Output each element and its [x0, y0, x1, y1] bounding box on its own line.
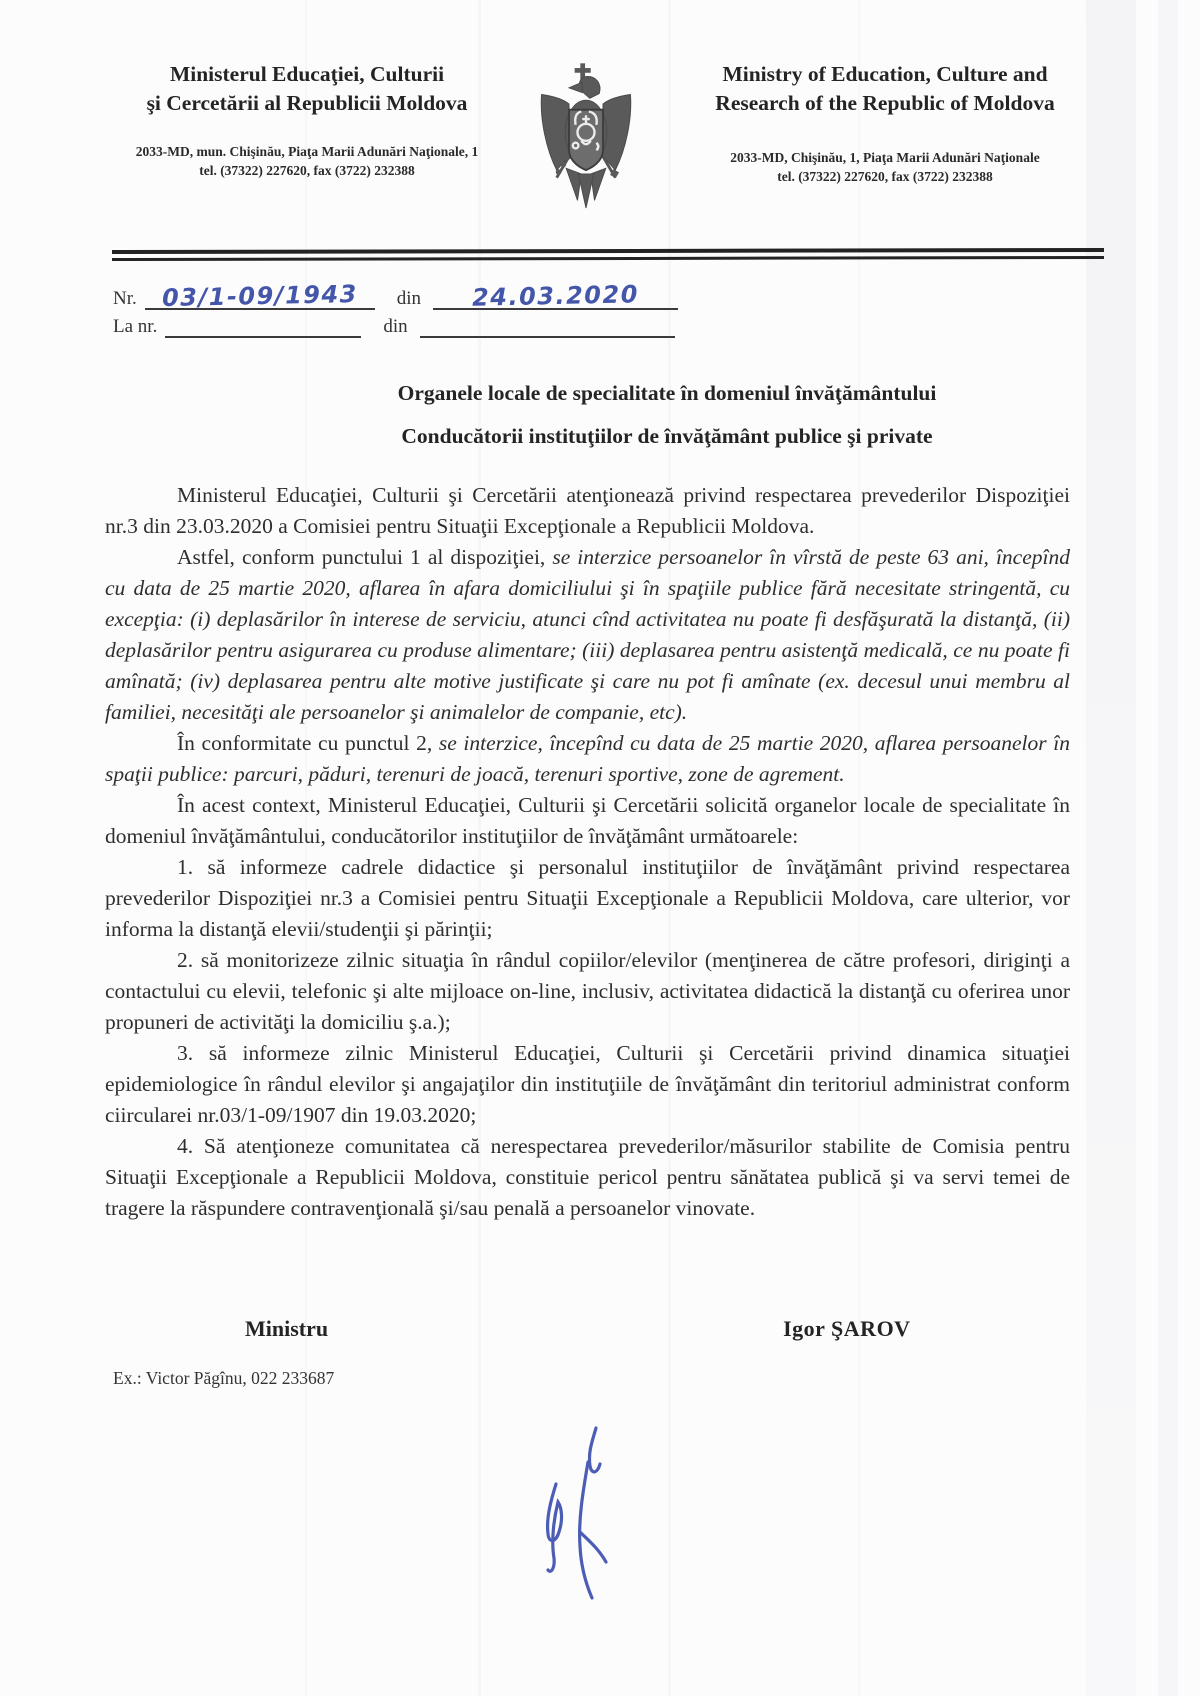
- nr-value-underline: [145, 279, 375, 313]
- org-name-en-line2: Research of the Republic of Moldova: [715, 91, 1055, 115]
- list-item-1: 1. să informeze cadrele didactice şi personalul instituţiilor de învăţământ privind respectarea prevederilor Dispoziţiei nr.3 a Comisiei pentru Situaţii Excepţionale a Republicii Moldova, care ulterior, vor informa la distanţă elevii/studenţii şi părinţii;: [105, 855, 1070, 941]
- reference-block: [113, 276, 1200, 338]
- org-address-ro-line2: tel. (37322) 227620, fax (3722) 232388: [199, 163, 415, 178]
- moldova-coat-of-arms-icon: [534, 62, 638, 219]
- din-value-underline: [433, 280, 678, 310]
- la-nr-empty-underline: [165, 336, 361, 338]
- recipient-line-2: Conducătorii instituţiilor de învăţământ publice şi private: [401, 424, 933, 448]
- paragraph-point1-quote: se interzice persoanelor în vîrstă de peste 63 ani, începînd cu data de 25 martie 2020, aflarea în afara domiciliului şi în spaţiile publice fără necesitate stringentă, cu excepţia: (i) deplasărilor în interese de serviciu, atunci cînd activitatea nu poate fi desfăşurată la distanţă, (ii) deplasărilor pentru asigurarea cu produse alimentare; (iii) deplasarea pentru asistenţă medicală, ce nu poate fi amînată; (iv) deplasarea pentru alte motive justificate şi care nu pot fi amînate (ex. decesul unui membru al familiei, necesităţi ale persoanelor şi animalelor de companie, etc).: [105, 545, 1070, 724]
- handwritten-signature: [518, 1422, 628, 1607]
- letterhead-divider: [112, 248, 1104, 261]
- letter-body: [105, 480, 1070, 1224]
- scan-streak: [1158, 0, 1178, 1696]
- org-name-ro-line1: Ministerul Educaţiei, Culturii: [169, 62, 445, 86]
- paragraph-point2-quote: se interzice, începînd cu data de 25 martie 2020, aflarea persoanelor în spaţii publice: parcuri, păduri, terenuri de joacă, terenuri sportive, zone de agrement.: [105, 731, 1070, 786]
- paragraph-intro: Ministerul Educaţiei, Culturii şi Cercetării atenţionează privind respectarea prevederilor Dispoziţiei nr.3 din 23.03.2020 a Comisiei pentru Situaţii Excepţionale a Republicii Moldova.: [105, 483, 1070, 538]
- signer-title: Ministru: [245, 1316, 329, 1341]
- recipient-line-1: Organele locale de specialitate în domeniul învăţământului: [397, 381, 937, 405]
- paragraph-context: În acest context, Ministerul Educaţiei, Culturii şi Cercetării solicită organelor locale de specialitate în domeniul învăţământului, conducătorilor instituţiilor de învăţământ următoarele:: [105, 793, 1070, 848]
- org-address-ro-line1: 2033-MD, mun. Chişinău, Piaţa Marii Adunări Naţionale, 1: [135, 144, 479, 159]
- din-label: din: [396, 288, 422, 309]
- org-name-ro-line2: şi Cercetării al Republicii Moldova: [146, 91, 468, 115]
- ministry-name-romanian: [112, 60, 502, 180]
- letterhead: [112, 60, 1100, 219]
- list-item-3: 3. să informeze zilnic Ministerul Educaţiei, Culturii şi Cercetării privind dinamica situaţiei epidemiologice în rândul elevilor şi angajaţilor din instituţiile de învăţământ din teritoriul administrat conform ciircularei nr.03/1-09/1907 din 19.03.2020;: [105, 1041, 1070, 1127]
- ministry-name-english: [670, 60, 1100, 186]
- handwritten-date: 24.03.2020: [471, 280, 640, 312]
- paragraph-point1-lead: Astfel, conform punctului 1 al dispoziţiei,: [177, 545, 553, 569]
- paragraph-point1: [105, 542, 1070, 728]
- signature-row: [0, 1316, 1200, 1342]
- executor-note: Ex.: Victor Păgînu, 022 233687: [113, 1368, 335, 1388]
- din-empty-underline: [420, 336, 675, 338]
- paragraph-point2-lead: În conformitate cu punctul 2,: [177, 731, 439, 755]
- handwritten-doc-number: 03/1-09/1943: [161, 279, 358, 313]
- reference-number-row: [113, 276, 1200, 313]
- nr-label: Nr.: [113, 288, 137, 309]
- din-label-2: din: [383, 316, 408, 337]
- list-item-2: 2. să monitorizeze zilnic situaţia în rândul copiilor/elevilor (menţinerea de către profesori, diriginţi a contactului cu elevii, telefonic şi alte mijloace on-line, inclusiv, activitatea didactică la distanţă cu oferirea unor propuneri de activităţi la domiciliu ş.a.);: [105, 948, 1070, 1034]
- list-item-4: 4. Să atenţioneze comunitatea că nerespectarea prevederilor/măsurilor stabilite de Comisia pentru Situaţii Excepţionale a Republicii Moldova, constituie pericol pentru sănătatea publică şi va servi temei de tragere la răspundere contravenţională şi/sau penală a persoanelor vinovate.: [105, 1134, 1070, 1220]
- org-name-en-line1: Ministry of Education, Culture and: [722, 62, 1048, 86]
- paragraph-point2: [105, 728, 1070, 790]
- la-nr-label: La nr.: [113, 316, 158, 337]
- signer-name: Igor ŞAROV: [783, 1316, 911, 1341]
- recipients-title: [230, 372, 1104, 458]
- org-address-en-line1: 2033-MD, Chişinău, 1, Piaţa Marii Adunări Naţionale: [730, 150, 1040, 165]
- reply-reference-row: [113, 310, 1200, 338]
- org-address-en-line2: tel. (37322) 227620, fax (3722) 232388: [777, 169, 993, 184]
